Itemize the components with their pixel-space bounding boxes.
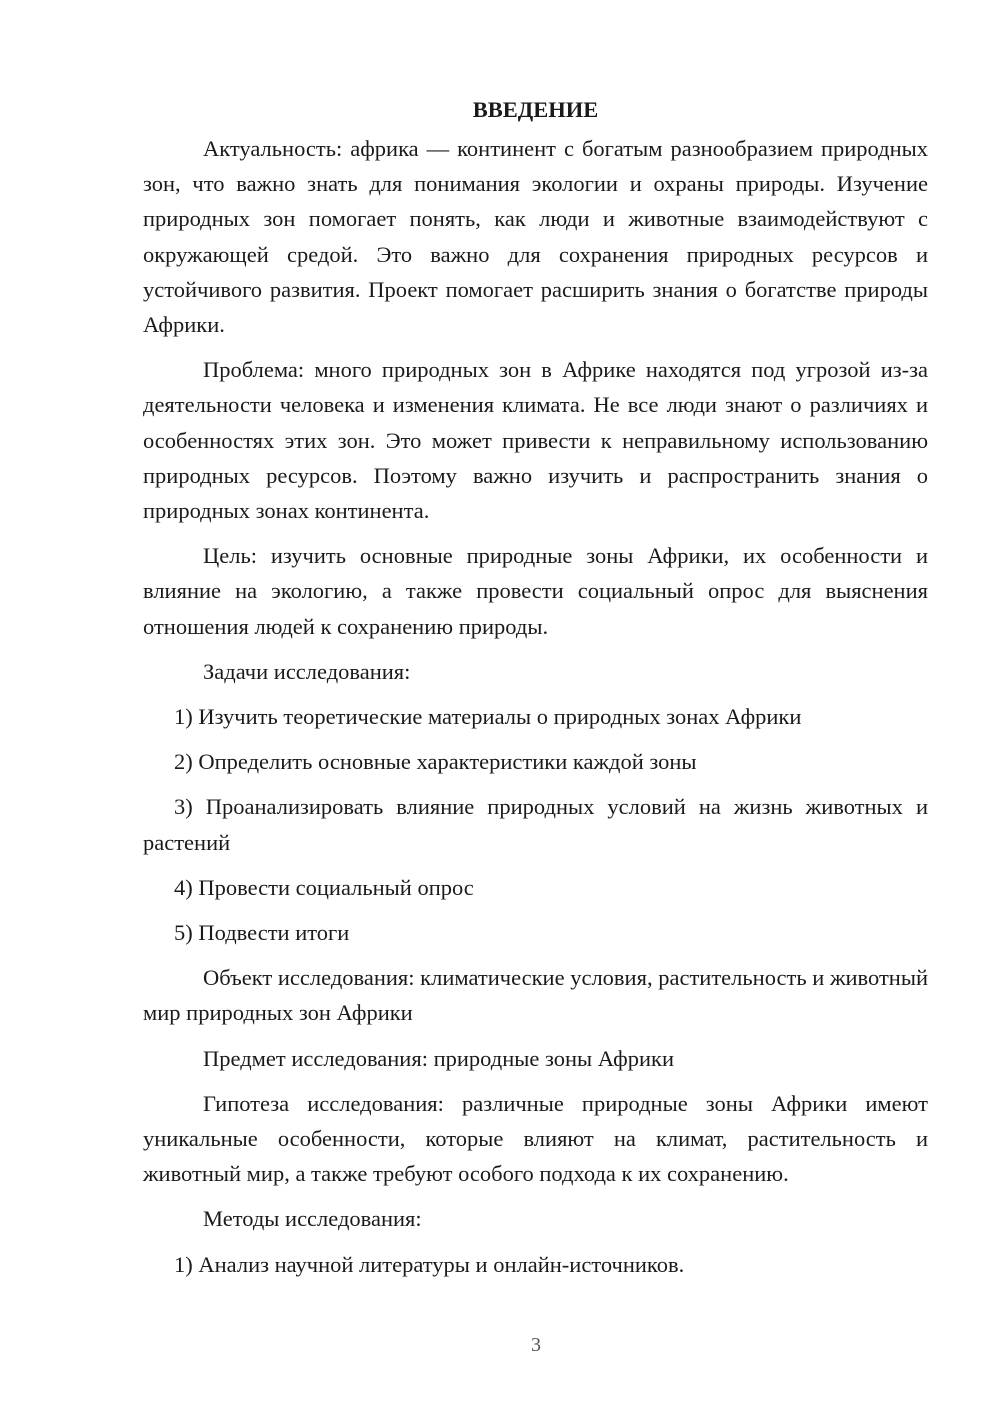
goal-paragraph: Цель: изучить основные природные зоны Африки, их особенности и влияние на экологию, а также провести социальный опрос для выяснения отношения людей к сохранению природы. xyxy=(143,543,928,639)
tasks-title: Задачи исследования: xyxy=(203,658,411,684)
problem-paragraph: Проблема: много природных зон в Африке находятся под угрозой из-за деятельности человека и изменения климата. Не все люди знают о различиях и особенностях этих зон. Это может привести к неправильному использованию природных ресурсов. Поэтому важно изучить и распространить знания о природных зонах континента. xyxy=(143,357,928,524)
subject-paragraph: Предмет исследования: природные зоны Африки xyxy=(203,1045,674,1071)
hypothesis-paragraph: Гипотеза исследования: различные природные зоны Африки имеют уникальные особенности, которые влияют на климат, растительность и животный мир, а также требуют особого подхода к их сохранению. xyxy=(143,1090,928,1187)
relevance-paragraph: Актуальность: африка — континент с богатым разнообразием природных зон, что важно знать для понимания экологии и охраны природы. Изучение природных зон помогает понять, как люди и животные взаимодействуют с окружающей средой. Это важно для сохранения природных ресурсов и устойчивого развития. Проект помогает расширить знания о богатстве природы Африки. xyxy=(143,136,928,338)
object-paragraph: Объект исследования: климатические условия, растительность и животный мир природных зон Африки xyxy=(143,965,928,1026)
task-item-3: 3) Проанализировать влияние природных условий на жизнь животных и растений xyxy=(143,794,928,855)
method-item-1: 1) Анализ научной литературы и онлайн-источников. xyxy=(174,1251,685,1277)
page-number: 3 xyxy=(531,1334,541,1356)
document-page xyxy=(143,92,928,1292)
task-item-2: 2) Определить основные характеристики каждой зоны xyxy=(174,749,697,775)
task-item-4: 4) Провести социальный опрос xyxy=(174,874,474,900)
methods-title: Методы исследования: xyxy=(203,1206,422,1232)
section-heading: ВВЕДЕНИЕ xyxy=(472,97,599,122)
task-item-1: 1) Изучить теоретические материалы о природных зонах Африки xyxy=(174,704,802,730)
task-item-5: 5) Подвести итоги xyxy=(174,920,350,946)
